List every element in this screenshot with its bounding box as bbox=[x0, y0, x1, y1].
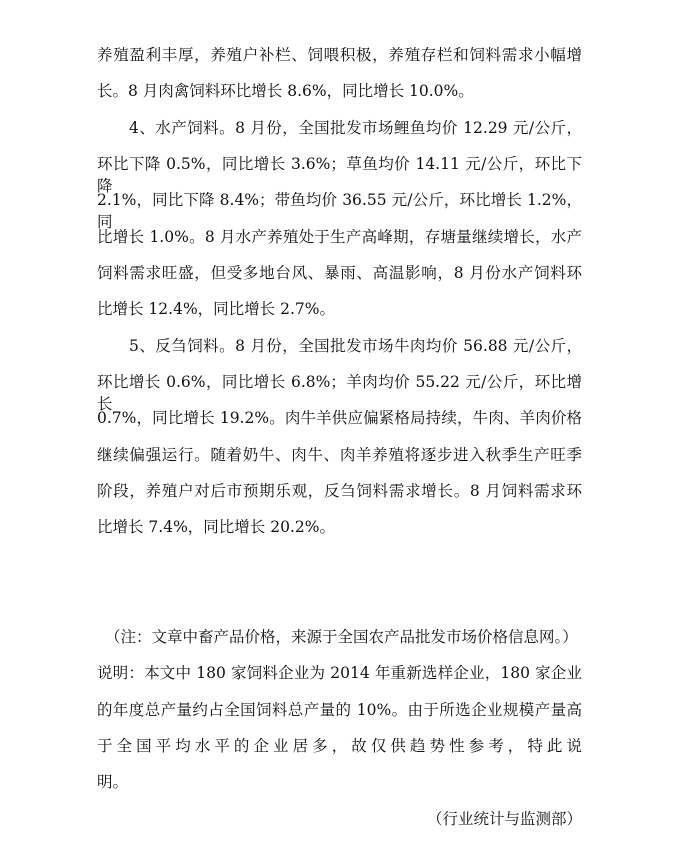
department-signature: （行业统计与监测部） bbox=[426, 810, 582, 828]
explanation-line-2: 的年度总产量约占全国饲料总产量的 10%。由于所选企业规模产量高 bbox=[97, 701, 582, 719]
section-5-line-1: 5、反刍饲料。8 月份，全国批发市场牛肉均价 56.88 元/公斤， bbox=[129, 337, 582, 355]
explanation-line-4: 明。 bbox=[97, 773, 129, 791]
explanation-line-3: 于全国平均水平的企业居多，故仅供趋势性参考，特此说 bbox=[97, 737, 582, 755]
section-4-line-1: 4、水产饲料。8 月份，全国批发市场鲤鱼均价 12.29 元/公斤， bbox=[129, 119, 582, 137]
source-note: （注：文章中畜产品价格，来源于全国农产品批发市场价格信息网。） bbox=[105, 628, 578, 646]
section-5-line-3: 0.7%，同比增长 19.2%。肉牛羊供应偏紧格局持续，牛肉、羊肉价格 bbox=[97, 409, 582, 427]
explanation-line-1: 说明：本文中 180 家饲料企业为 2014 年重新选样企业，180 家企业 bbox=[97, 664, 582, 682]
section-5-line-2: 环比增长 0.6%，同比增长 6.8%；羊肉均价 55.22 元/公斤，环比增长 bbox=[97, 373, 582, 413]
section-4-line-5: 饲料需求旺盛，但受多地台风、暴雨、高温影响，8 月份水产饲料环 bbox=[97, 264, 582, 282]
section-4-line-6: 比增长 12.4%，同比增长 2.7%。 bbox=[97, 300, 335, 318]
section-4-line-2: 环比下降 0.5%，同比增长 3.6%；草鱼均价 14.11 元/公斤，环比下降 bbox=[97, 155, 582, 195]
section-4-line-4: 比增长 1.0%。8 月水产养殖处于生产高峰期，存塘量继续增长，水产 bbox=[97, 228, 582, 246]
section-3-line-2: 长。8 月肉禽饲料环比增长 8.6%，同比增长 10.0%。 bbox=[97, 82, 474, 100]
section-3-line-1: 养殖盈利丰厚，养殖户补栏、饲喂积极，养殖存栏和饲料需求小幅增 bbox=[97, 46, 582, 64]
section-5-line-6: 比增长 7.4%，同比增长 20.2%。 bbox=[97, 518, 335, 536]
section-5-line-4: 继续偏强运行。随着奶牛、肉牛、肉羊养殖将逐步进入秋季生产旺季 bbox=[97, 446, 582, 464]
section-4-line-3: 2.1%，同比下降 8.4%；带鱼均价 36.55 元/公斤，环比增长 1.2%，同 bbox=[97, 191, 582, 231]
section-5-line-5: 阶段，养殖户对后市预期乐观，反刍饲料需求增长。8 月饲料需求环 bbox=[97, 482, 582, 500]
